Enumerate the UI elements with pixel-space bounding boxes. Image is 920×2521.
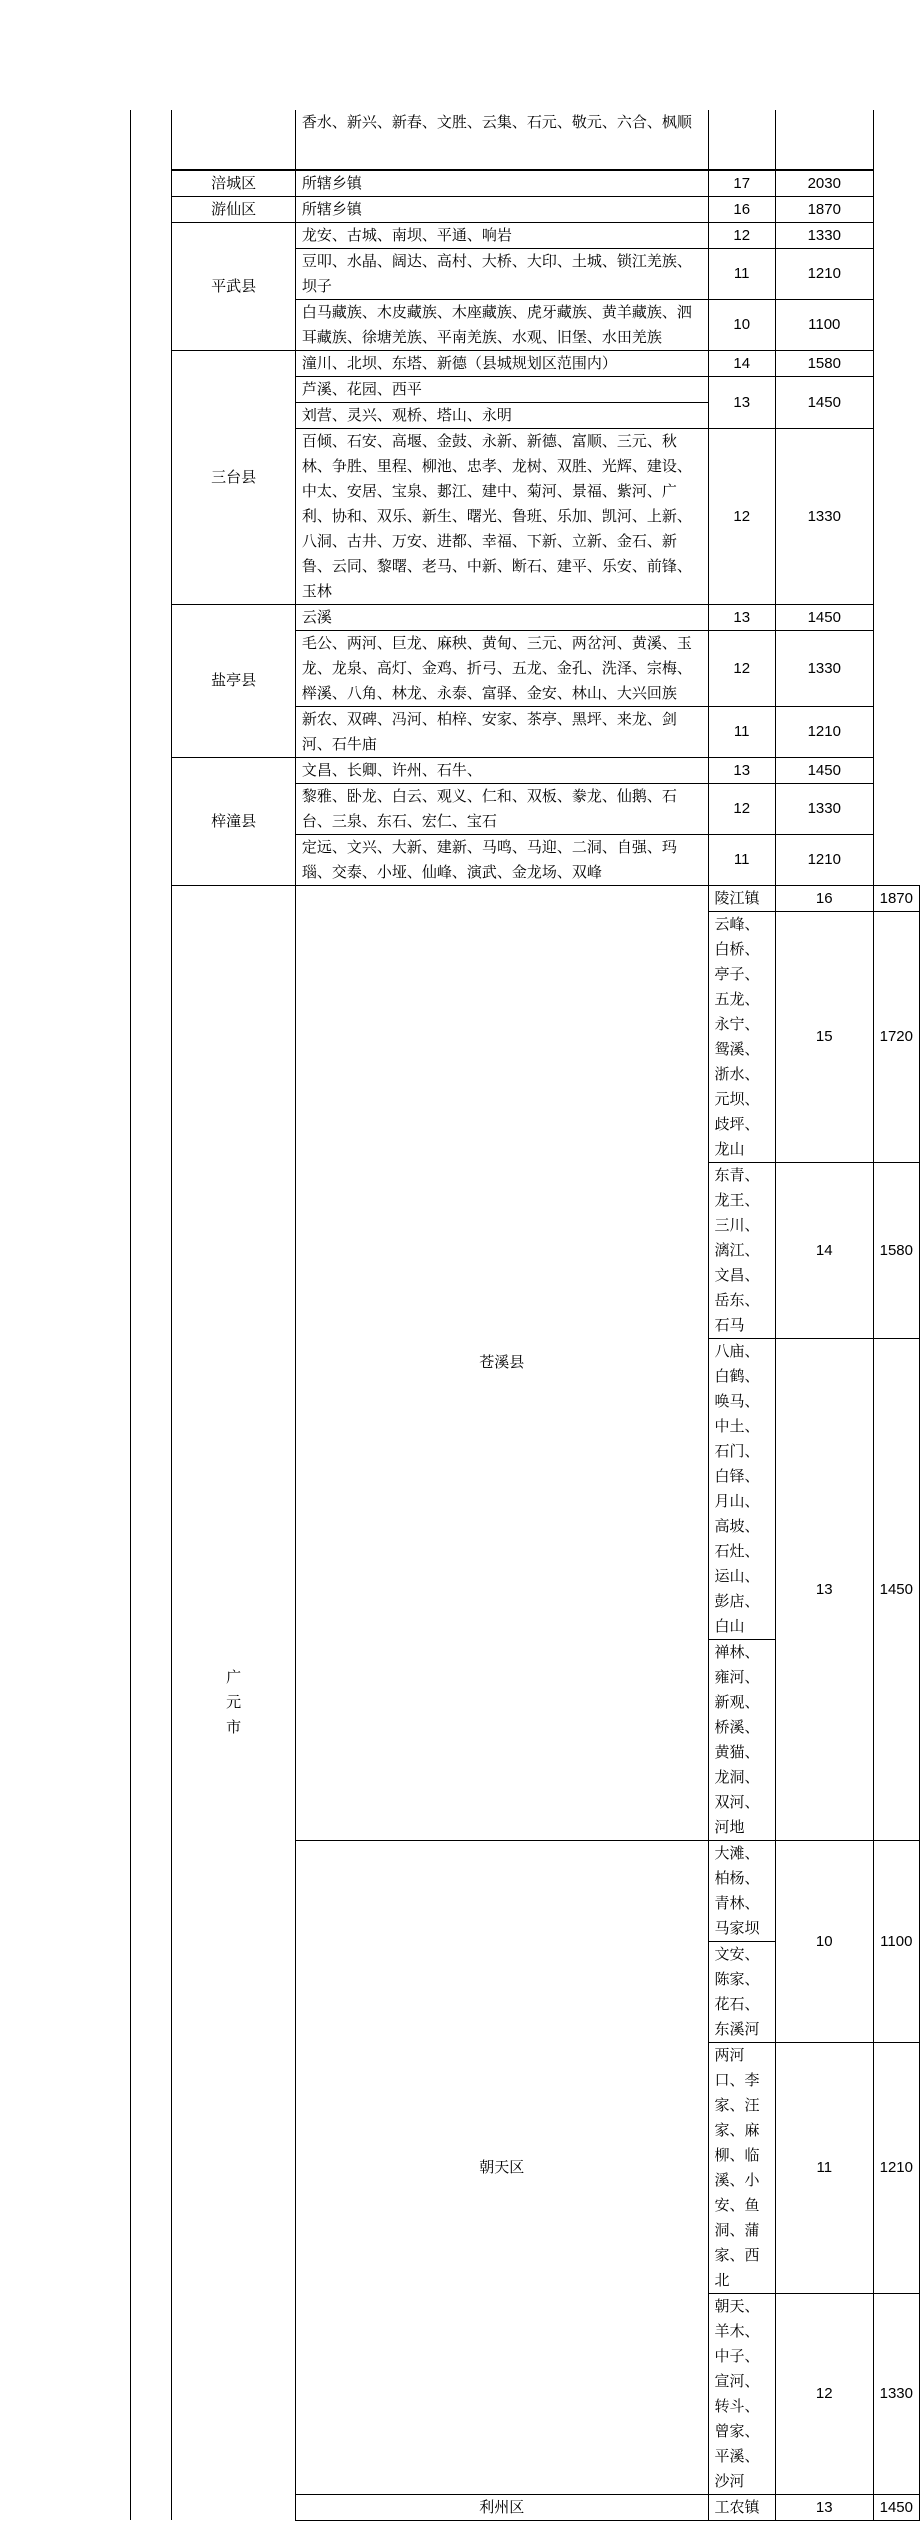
towns-cell: 豆叩、水晶、阔达、高村、大桥、大印、土城、锁江羌族、坝子 [295,248,708,299]
table-row [131,604,920,630]
amount-cell: 1210 [873,2042,919,2293]
towns-cell: 龙安、古城、南坝、平通、响岩 [295,222,708,248]
towns-cell: 芦溪、花园、西平 [295,376,708,402]
table-row [131,196,920,222]
grade-cell: 12 [708,222,775,248]
towns-cell: 陵江镇 [708,885,775,911]
amount-cell: 1450 [775,604,873,630]
grade-cell: 12 [708,783,775,834]
towns-cell: 所辖乡镇 [295,170,708,196]
towns-cell: 云峰、白桥、亭子、五龙、永宁、鸳溪、浙水、元坝、歧坪、龙山 [708,911,775,1162]
grade-cell: 13 [775,2494,873,2520]
county-cell: 利州区 [295,2494,708,2520]
towns-cell: 所辖乡镇 [295,196,708,222]
county-cell: 三台县 [172,350,296,604]
county-cell: 苍溪县 [295,885,708,1840]
towns-cell: 云溪 [295,604,708,630]
amount-cell: 1720 [873,911,919,1162]
amount-cell: 1450 [873,2494,919,2520]
city-cell-mianyang [131,110,172,2520]
table-row [131,222,920,248]
towns-cell: 大滩、柏杨、青林、马家坝 [708,1840,775,1941]
amount-cell: 1580 [775,350,873,376]
table-row [131,110,920,169]
county-cell: 盐亭县 [172,604,296,757]
grade-cell: 10 [775,1840,873,2042]
grade-cell: 11 [708,248,775,299]
towns-cell: 东青、龙王、三川、漓江、文昌、岳东、石马 [708,1162,775,1338]
table-row [131,170,920,196]
table-row [131,885,920,911]
grade-cell: 11 [708,834,775,885]
amount-cell [775,110,873,169]
amount-cell: 1450 [775,376,873,428]
grade-cell: 13 [708,376,775,428]
grade-cell: 15 [775,911,873,1162]
grade-cell: 12 [708,428,775,604]
amount-cell: 1100 [873,1840,919,2042]
towns-cell: 百倾、石安、高堰、金鼓、永新、新德、富顺、三元、秋林、争胜、里程、柳池、忠孝、龙树、双胜、光辉、建设、中太、安居、宝泉、郪江、建中、菊河、景福、紫河、广利、协和、双乐、新生、曙光、鲁班、乐加、凯河、上新、八洞、古井、万安、进都、幸福、下新、立新、金石、新鲁、云同、黎曙、老马、中新、断石、建平、乐安、前锋、玉林 [295,428,708,604]
amount-cell: 1870 [873,885,919,911]
county-cell: 朝天区 [295,1840,708,2494]
towns-cell: 新农、双碑、冯河、柏梓、安家、茶亭、黑坪、来龙、剑河、石牛庙 [295,706,708,757]
amount-cell: 1450 [873,1338,919,1840]
grade-cell: 12 [708,630,775,706]
grade-cell: 16 [775,885,873,911]
towns-cell: 朝天、羊木、中子、宣河、转斗、曾家、平溪、沙河 [708,2293,775,2494]
table-row [131,350,920,376]
amount-cell: 1870 [775,196,873,222]
county-cell: 涪城区 [172,170,296,196]
towns-cell: 文昌、长卿、许州、石牛、 [295,757,708,783]
towns-cell: 文安、陈家、花石、东溪河 [708,1941,775,2042]
towns-cell: 刘营、灵兴、观桥、塔山、永明 [295,402,708,428]
amount-cell: 1330 [775,630,873,706]
towns-cell: 香水、新兴、新春、文胜、云集、石元、敬元、六合、枫顺 [295,110,708,169]
amount-cell: 1210 [775,834,873,885]
county-cell: 梓潼县 [172,757,296,885]
towns-cell: 毛公、两河、巨龙、麻秧、黄甸、三元、两岔河、黄溪、玉龙、龙泉、高灯、金鸡、折弓、五龙、金孔、洗泽、宗梅、榉溪、八角、林龙、永泰、富驿、金安、林山、大兴回族 [295,630,708,706]
grade-cell: 13 [708,604,775,630]
amount-cell: 1330 [775,222,873,248]
towns-cell: 黎雅、卧龙、白云、观义、仁和、双板、豢龙、仙鹅、石台、三泉、东石、宏仁、宝石 [295,783,708,834]
towns-cell: 定远、文兴、大新、建新、马鸣、马迎、二洞、自强、玛瑙、交泰、小垭、仙峰、演武、金龙场、双峰 [295,834,708,885]
county-cell: 游仙区 [172,196,296,222]
towns-cell: 禅林、雍河、新观、桥溪、黄猫、龙洞、双河、河地 [708,1639,775,1840]
grade-cell: 11 [708,706,775,757]
table-row [131,757,920,783]
grade-cell: 13 [775,1338,873,1840]
county-cell [172,110,296,169]
amount-cell: 1210 [775,248,873,299]
city-cell-guangyuan [172,885,296,2520]
towns-cell: 白马藏族、木皮藏族、木座藏族、虎牙藏族、黄羊藏族、泗耳藏族、徐塘羌族、平南羌族、水观、旧堡、水田羌族 [295,299,708,350]
allowance-table [130,110,920,2521]
grade-cell: 11 [775,2042,873,2293]
amount-cell: 1580 [873,1162,919,1338]
amount-cell: 2030 [775,170,873,196]
grade-cell: 14 [775,1162,873,1338]
grade-cell: 12 [775,2293,873,2494]
city-label: 广元市 [226,1668,242,1737]
towns-cell: 八庙、白鹤、唤马、中土、石门、白铎、月山、高坡、石灶、运山、彭店、白山 [708,1338,775,1639]
county-cell: 平武县 [172,222,296,350]
towns-cell: 两河口、李家、汪家、麻柳、临溪、小安、鱼洞、蒲家、西北 [708,2042,775,2293]
grade-cell: 10 [708,299,775,350]
amount-cell: 1450 [775,757,873,783]
amount-cell: 1330 [775,783,873,834]
amount-cell: 1330 [775,428,873,604]
towns-cell: 工农镇 [708,2494,775,2520]
grade-cell: 17 [708,170,775,196]
amount-cell: 1210 [775,706,873,757]
amount-cell: 1330 [873,2293,919,2494]
towns-cell: 潼川、北坝、东塔、新德（县城规划区范围内） [295,350,708,376]
amount-cell: 1100 [775,299,873,350]
grade-cell [708,110,775,169]
grade-cell: 13 [708,757,775,783]
grade-cell: 16 [708,196,775,222]
grade-cell: 14 [708,350,775,376]
